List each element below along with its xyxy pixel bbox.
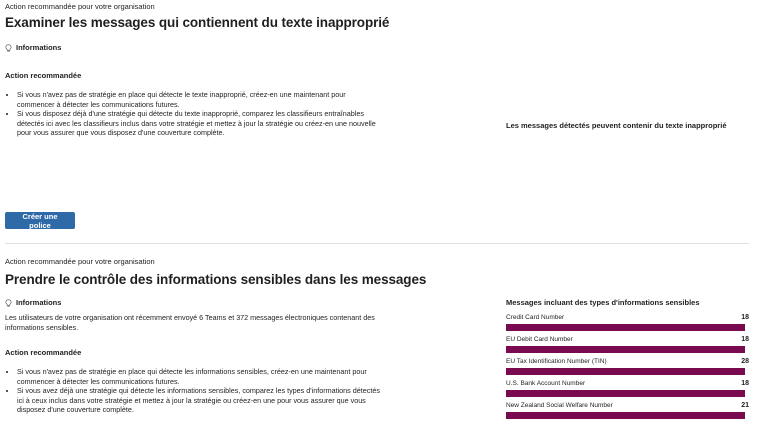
section1-info-label: Informations	[16, 43, 62, 52]
sensitive-info-bar-chart	[506, 314, 749, 424]
list-item: • Si vous n'avez pas de stratégie en place qui détecte le texte inapproprié, créez-en une maintenant pour commencer à détecter les communications futures.	[17, 90, 377, 109]
bar-header	[506, 314, 749, 323]
bar-row[interactable]	[506, 314, 749, 331]
bar[interactable]	[506, 346, 745, 353]
bar-header	[506, 402, 749, 411]
bar-label: U.S. Bank Account Number	[506, 380, 586, 387]
bar[interactable]	[506, 368, 745, 375]
bar-header	[506, 358, 749, 367]
section2-title: Prendre le contrôle des informations sensibles dans les messages	[5, 272, 427, 287]
lightbulb-icon	[5, 44, 12, 52]
section2-info-text: Les utilisateurs de votre organisation ont récemment envoyé 6 Teams et 372 messages électroniques contenant des informations sensibles.	[5, 313, 375, 332]
section2-action-heading: Action recommandée	[5, 348, 82, 357]
bar[interactable]	[506, 324, 745, 331]
bar-track	[506, 346, 749, 353]
list-item: • Si vous avez déjà une stratégie qui détecte les informations sensibles, comparez les types d'informations détectés ici à ceux inclus dans votre stratégie et mettez à jour la stratégie ou créez-en une pour vous assurer que vous disposez d'une couverture complète.	[17, 386, 382, 415]
section1-eyebrow: Action recommandée pour votre organisation	[5, 2, 155, 11]
bar-row[interactable]	[506, 336, 749, 353]
bar-header	[506, 336, 749, 345]
list-item: • Si vous n'avez pas de stratégie en place qui détecte les informations sensibles, créez-en une maintenant pour commencer à détecter les communications futures.	[17, 367, 382, 386]
bar-label: Credit Card Number	[506, 314, 565, 321]
bar-label: EU Debit Card Number	[506, 336, 573, 343]
bar-track	[506, 368, 749, 375]
section2-info-label: Informations	[16, 298, 62, 307]
section2-eyebrow: Action recommandée pour votre organisation	[5, 257, 155, 266]
section1-action-heading: Action recommandée	[5, 71, 82, 80]
section2-info	[5, 298, 61, 307]
bar-row[interactable]	[506, 402, 749, 419]
bar-label: New Zealand Social Welfare Number	[506, 402, 613, 409]
bar[interactable]	[506, 390, 745, 397]
bar-row[interactable]	[506, 380, 749, 397]
bar-label: EU Tax Identification Number (TIN)	[506, 358, 607, 365]
bar-row[interactable]	[506, 358, 749, 375]
bar[interactable]	[506, 412, 745, 419]
chart-title: Messages incluant des types d'informations sensibles	[506, 298, 700, 307]
bar-track	[506, 390, 749, 397]
create-policy-button[interactable]: Créer une police	[5, 212, 75, 229]
bar-header	[506, 380, 749, 389]
section1-title: Examiner les messages qui contiennent du texte inapproprié	[5, 15, 390, 30]
list-item: • Si vous disposez déjà d'une stratégie qui détecte du texte inapproprié, comparez les classifieurs entraînables détectés ici avec les classifieurs inclus dans votre stratégie et mettez à jour la stratégie ou créez-en une nouvelle pour vous assurer que vous disposez d'une couverture complète.	[17, 109, 377, 138]
bar-track	[506, 412, 749, 419]
bar-value: 21	[741, 402, 749, 409]
bar-value: 28	[741, 358, 749, 365]
bar-value: 18	[741, 380, 749, 387]
section-divider	[5, 243, 749, 244]
section1-info	[5, 43, 61, 52]
section2-bullets	[5, 367, 382, 415]
lightbulb-icon	[5, 299, 12, 307]
bar-value: 18	[741, 314, 749, 321]
bar-track	[506, 324, 749, 331]
section1-bullets	[5, 90, 377, 138]
bar-value: 18	[741, 336, 749, 343]
section1-side-message: Les messages détectés peuvent contenir du texte inapproprié	[506, 121, 727, 130]
